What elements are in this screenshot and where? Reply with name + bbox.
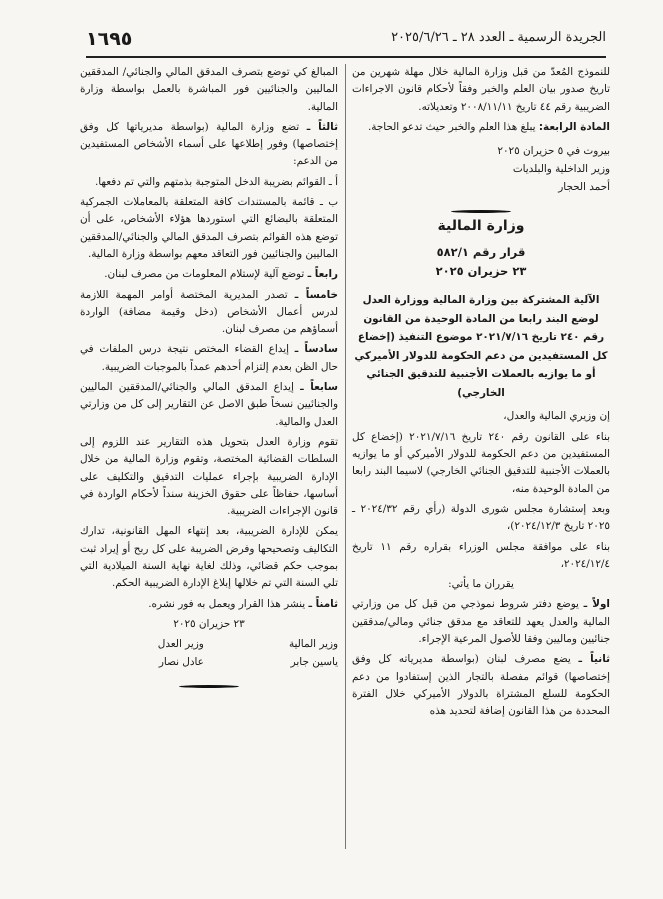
clause-fourth <box>80 266 338 283</box>
decree-subject: الآلية المشتركة بين وزارة المالية ووزارة العدل لوضع البند رابعا من المادة الوحيدة من القانون رقم ٢٤٠ تاريخ ٢٠٢١/٧/١٦ موضوع التنفيذ (إخضاع كل المستفيدين من دعم الحكومة للدولار الأميركي أو ما يوازيه بالعملات الأجنبية للتدقيق الجنائي الخارجي) <box>354 294 608 399</box>
gazette-title: الجريدة الرسمية ـ العدد ٢٨ ـ ٢٠٢٥/٦/٢٦ <box>391 30 606 45</box>
justice-signature <box>80 636 204 671</box>
ministers-signatures <box>80 636 338 671</box>
interior-signature <box>352 142 610 196</box>
clause-heading: ثانياً ـ <box>578 653 610 666</box>
clause-heading: ثالثاً ـ <box>306 120 338 133</box>
clause-fifth <box>80 287 338 339</box>
paragraph: إن وزيري المالية والعدل، <box>503 410 610 423</box>
clause-first <box>352 596 610 648</box>
clause-seventh <box>80 379 338 431</box>
clause-heading: سادساً ـ <box>294 343 338 356</box>
column-divider <box>345 64 346 849</box>
clause-heading: سابعاً ـ <box>300 381 338 394</box>
divider-ornament <box>80 677 338 687</box>
sub-item-a: أ ـ القوائم بضريبة الدخل المتوجبة بذمتهم والتي تم دفعها. <box>94 175 338 188</box>
signature-place-date: بيروت في ٥ حزيران ٢٠٢٥ <box>497 145 610 158</box>
paragraph: المبالغ كي توضع بتصرف المدقق المالي والجنائي/ المدققين الماليين والجنائيين فور المباشرة بالعمل بواسطة وزارة المالية. <box>80 66 338 113</box>
paragraph: يمكن للإدارة الضريبية، بعد إنتهاء المهل القانونية، تدارك التكاليف وتصحيحها وفرض الضريبة على كل ربح أو إيراد ثبت بموجب حكم قضائي، وذلك لغاية نهاية السنة الميلادية التي تلي السنة التي تم خلالها إبلاغ الإدارة الضريبية الحكم. <box>80 525 338 590</box>
page-header <box>86 28 606 54</box>
decision-intro: يقرران ما يأتي: <box>448 578 514 591</box>
article-text: يبلغ هذا العلم والخبر حيث تدعو الحاجة. <box>367 120 536 133</box>
ministry-title: وزارة المالية <box>437 218 525 235</box>
clause-text: يوضع دفتر شروط نموذجي من قبل كل من وزارتي المالية والعدل يعهد للتعاقد مع مدقق جنائي ومالي/مدققين جنائيين وماليين وفقا للأصول المرعية الإجراء. <box>352 598 610 646</box>
article-four <box>352 119 610 136</box>
signature-role: وزير العدل <box>157 638 204 651</box>
page-number: ١٦٩٥ <box>86 28 133 50</box>
sub-item-b: ب ـ قائمة بالمستندات كافة المتعلقة بالمعاملات الجمركية المتعلقة بالبضائع التي استوردها هؤلاء الأشخاص، على أن توضع هذه القوائم بتصرف المدقق المالي والجنائي/المدققين الماليين والجنائيين فور التعاقد معهم بواسطة وزارة المالية. <box>80 196 338 260</box>
clause-heading: خامساً ـ <box>294 288 338 301</box>
divider-ornament <box>352 202 610 212</box>
clause-text: تصدر المديرية المختصة أوامر المهمة اللازمة لدرس أعمال الأشخاص (دخل وقيمة مضافة) الواردة أسماؤهم من مصرف لبنان. <box>80 288 338 336</box>
signature-name: عادل نصار <box>158 655 204 668</box>
clause-third <box>80 119 338 171</box>
paragraph: بناء على موافقة مجلس الوزراء بقراره رقم ١١ تاريخ ٢٠٢٤/١٢/٤، <box>352 540 610 570</box>
paragraph: للنموذج المُعدّ من قبل وزارة المالية خلال مهلة شهرين من تاريخ صدور بيان العلم والخبر وفقاً لأحكام قانون الاجراءات الضريبية رقم ٤٤ تاريخ ٢٠٠٨/١١/١١ وتعديلاته. <box>352 66 610 113</box>
clause-eighth <box>80 596 338 613</box>
clause-text: يضع مصرف لبنان (بواسطة مديرياته كل وفق إختصاصها) قوائم مفصلة بالتجار الذين إستفادوا من دعم الحكومة للسلع المشتراة بالدولار الأميركي خلال الفترة المحددة من هذا القانون إضافة لتحديد هذه <box>352 653 610 718</box>
header-rule <box>86 56 606 58</box>
clause-heading: ثامناً ـ <box>308 597 338 610</box>
decree-date: ٢٣ حزيران ٢٠٢٥ <box>435 264 527 279</box>
clause-heading: اولاً ـ <box>583 598 610 611</box>
paragraph: وبعد إستشارة مجلس شورى الدولة (رأي رقم ٢٠٢٤/٣٢ ـ ٢٠٢٥ تاريخ ٢٠٢٤/١٢/٣)، <box>352 502 610 533</box>
signature-role: وزير المالية <box>288 638 338 651</box>
clause-heading: رابعاً ـ <box>307 268 338 281</box>
paragraph: تقوم وزارة العدل بتحويل هذه التقارير عند اللزوم إلى السلطات القضائية المختصة، وتقوم وزارة المالية من خلال الإدارة الضريبية بإجراء عمليات التدقيق والتكليف على أساسها، حفاظاً على حقوق الخزينة سنداً لأحكام الواردة في قانون الإجراءات الضريبية. <box>80 435 338 518</box>
left-column <box>80 64 338 693</box>
signature-role: وزير الداخلية والبلديات <box>512 163 610 176</box>
decree-signing-date: ٢٣ حزيران ٢٠٢٥ <box>173 617 245 630</box>
signature-name: ياسين جابر <box>290 655 338 668</box>
paragraph: بناء على القانون رقم ٢٤٠ تاريخ ٢٠٢١/٧/١٦ (إخضاع كل المستفيدين من دعم الحكومة للدولار الأميركي أو ما يوازيه بالعملات الأجنبية للتدقيق الجنائي الخارجي) لاسيما البند رابعا من المادة الوحيدة منه، <box>352 430 611 495</box>
clause-text: إيداع القضاء المختص نتيجة درس الملفات في حال الظن بعدم إلتزام أحدهم عمداً بالموجبات الضريبية. <box>80 343 338 373</box>
clause-text: توضع آلية لإستلام المعلومات من مصرف لبنان. <box>104 268 305 281</box>
clause-text: تضع وزارة المالية (بواسطة مديرياتها كل وفق إختصاصها) وفور إطلاعها على أسماء الأشخاص المستفيدين من الدعم: <box>80 120 338 168</box>
decree-number: قرار رقم ٥٨٢/١ <box>436 245 526 260</box>
signature-name: أحمد الحجار <box>558 181 610 194</box>
right-column <box>352 64 610 724</box>
article-heading: المادة الرابعة: <box>538 120 610 133</box>
clause-second <box>352 651 610 720</box>
clause-text: إيداع المدقق المالي والجنائي/المدققين الماليين والجنائيين نسخاً طبق الاصل عن التقارير إلى كل من وزارتي العدل والمالية. <box>80 381 338 428</box>
clause-sixth <box>80 341 338 376</box>
clause-text: ينشر هذا القرار ويعمل به فور نشره. <box>148 597 306 610</box>
finance-signature <box>214 636 338 671</box>
